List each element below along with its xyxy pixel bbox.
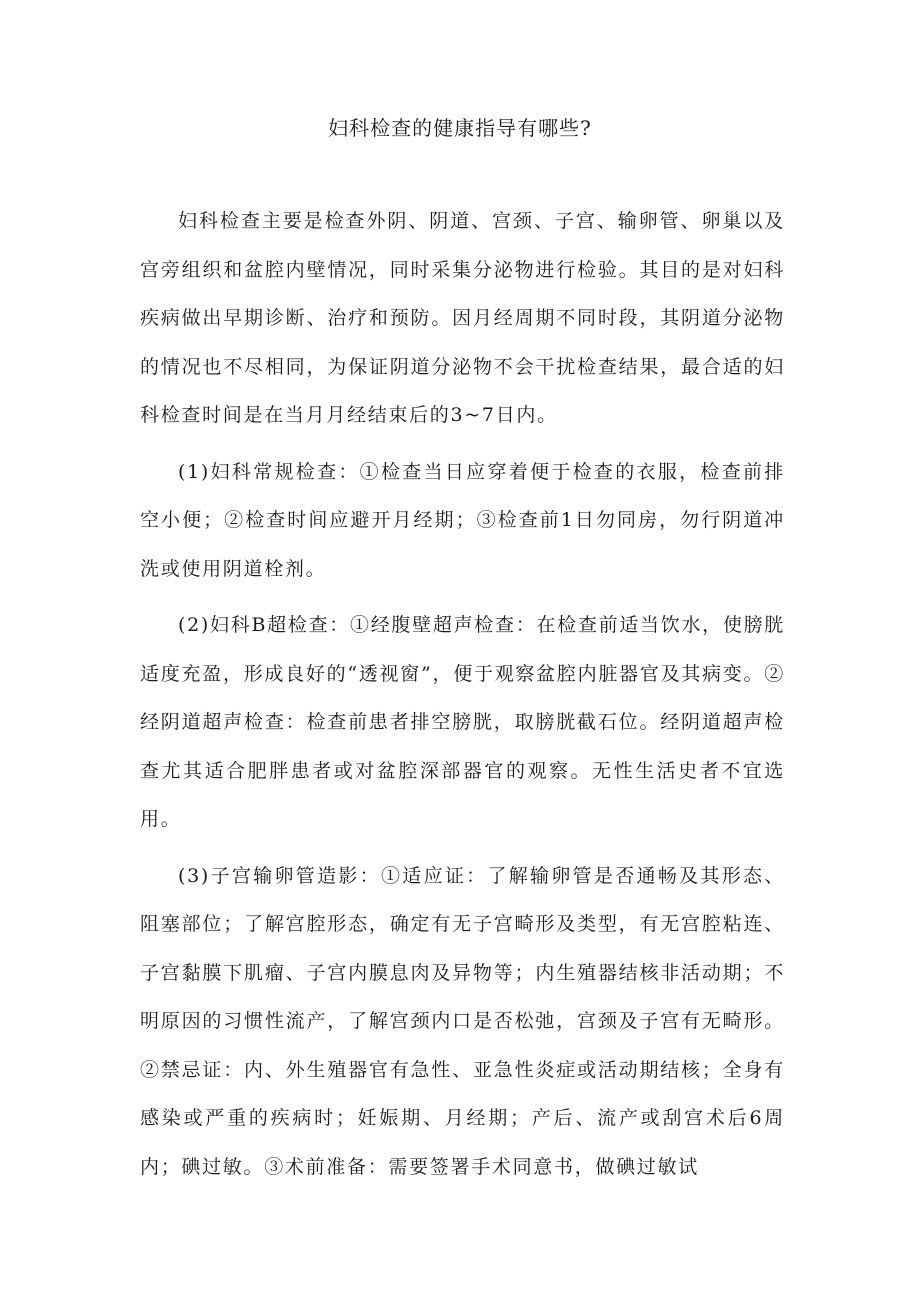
paragraph-b-ultrasound: (2)妇科B超检查：①经腹壁超声检查：在检查前适当饮水，使膀胱适度充盈，形成良好的“透视窗”，便于观察盆腔内脏器官及其病变。②经阴道超声检查：检查前患者排空膀胱，取膀胱截石位。经阴道超声检查尤其适合肥胖患者或对盆腔深部器官的观察。无性生活史者不宜选用。 <box>140 614 785 830</box>
paragraph-routine-exam: (1)妇科常规检查：①检查当日应穿着便于检查的衣服，检查前排空小便；②检查时间应避开月经期；③检查前1日勿同房，勿行阴道冲洗或使用阴道栓剂。 <box>140 460 785 580</box>
document-title: 妇科检查的健康指导有哪些? <box>328 116 592 140</box>
paragraph-hysterosalpingography: (3)子宫输卵管造影：①适应证：了解输卵管是否通畅及其形态、阻塞部位；了解宫腔形态，确定有无子宫畸形及类型，有无宫腔粘连、子宫黏膜下肌瘤、子宫内膜息肉及异物等；内生殖器结核非活动期；不明原因的习惯性流产，了解宫颈内口是否松弛，宫颈及子宫有无畸形。②禁忌证：内、外生殖器官有急性、亚急性炎症或活动期结核；全身有感染或严重的疾病时；妊娠期、月经期；产后、流产或刮宫术后6周内；碘过敏。③术前准备：需要签署手术同意书，做碘过敏试 <box>140 864 785 1178</box>
document-body <box>140 197 785 1191</box>
paragraph-intro: 妇科检查主要是检查外阴、阴道、宫颈、子宫、输卵管、卵巢以及宫旁组织和盆腔内壁情况，同时采集分泌物进行检验。其目的是对妇科疾病做出早期诊断、治疗和预防。因月经周期不同时段，其阴道分泌物的情况也不尽相同，为保证阴道分泌物不会干扰检查结果，最合适的妇科检查时间是在当月月经结束后的3~7日内。 <box>140 210 785 426</box>
